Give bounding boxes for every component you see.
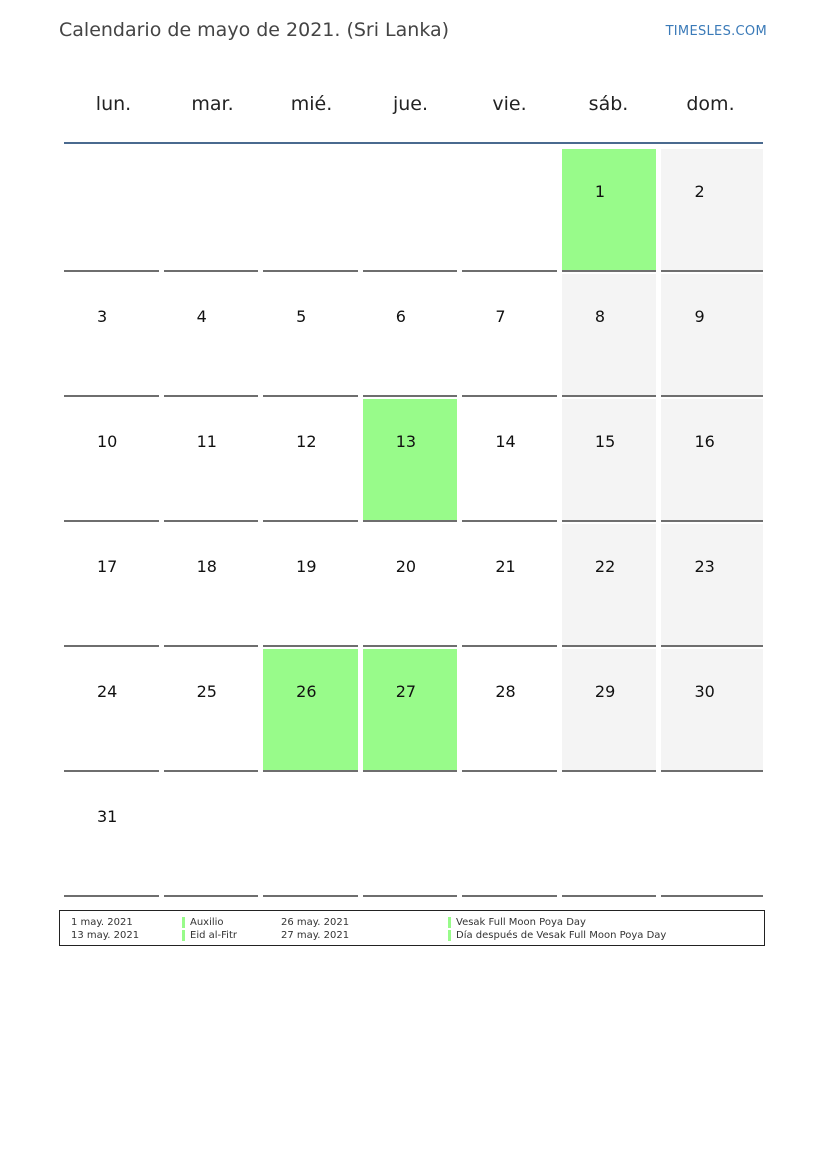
day-number: 22 bbox=[594, 557, 616, 576]
empty-day-cell bbox=[363, 149, 458, 272]
day-cell bbox=[562, 274, 657, 397]
day-number: 9 bbox=[694, 307, 705, 326]
calendar-week-row bbox=[64, 774, 763, 899]
day-cell bbox=[64, 524, 159, 647]
day-number: 19 bbox=[296, 557, 317, 576]
empty-day-cell bbox=[462, 774, 557, 897]
day-cell bbox=[562, 399, 657, 522]
empty-day-cell bbox=[263, 774, 358, 897]
weekday-label: jue. bbox=[392, 93, 429, 115]
day-number: 20 bbox=[395, 557, 417, 576]
day-cell bbox=[661, 274, 763, 397]
day-cell bbox=[64, 649, 159, 772]
day-cell bbox=[64, 274, 159, 397]
day-number: 11 bbox=[196, 432, 217, 451]
day-number: 5 bbox=[296, 307, 307, 326]
legend-date: 26 may. 2021 bbox=[281, 917, 350, 928]
day-number: 31 bbox=[97, 807, 118, 826]
day-number: 2 bbox=[694, 182, 705, 201]
empty-day-cell bbox=[562, 774, 657, 897]
day-cell bbox=[462, 399, 557, 522]
holiday-color-swatch bbox=[182, 930, 185, 941]
weekday-label: mar. bbox=[191, 93, 234, 115]
day-number: 3 bbox=[97, 307, 108, 326]
day-number: 18 bbox=[196, 557, 217, 576]
weekday-label: mié. bbox=[290, 93, 333, 115]
day-number: 28 bbox=[495, 682, 516, 701]
legend-date: 13 may. 2021 bbox=[71, 930, 140, 941]
calendar-week-row bbox=[64, 524, 763, 649]
day-number: 13 bbox=[395, 432, 417, 451]
brand-link[interactable]: TIMESLES.COM bbox=[665, 24, 767, 39]
day-number: 8 bbox=[594, 307, 606, 326]
holiday-day-cell bbox=[363, 399, 458, 522]
day-cell bbox=[661, 149, 763, 272]
day-cell bbox=[164, 399, 259, 522]
day-number: 14 bbox=[495, 432, 516, 451]
legend-date: 1 may. 2021 bbox=[71, 917, 133, 928]
day-number: 25 bbox=[196, 682, 217, 701]
legend-holiday-name: Día después de Vesak Full Moon Poya Day bbox=[456, 930, 667, 941]
day-number: 17 bbox=[97, 557, 118, 576]
day-number: 24 bbox=[97, 682, 118, 701]
legend-holiday-name: Eid al-Fitr bbox=[190, 930, 237, 941]
holiday-color-swatch bbox=[448, 917, 451, 928]
day-cell bbox=[562, 524, 657, 647]
empty-day-cell bbox=[363, 774, 458, 897]
day-cell bbox=[661, 524, 763, 647]
empty-day-cell bbox=[462, 149, 557, 272]
holiday-day-cell bbox=[263, 649, 358, 772]
weekday-header-row bbox=[64, 85, 763, 143]
day-cell bbox=[164, 274, 259, 397]
empty-day-cell bbox=[64, 149, 159, 272]
day-number: 12 bbox=[296, 432, 317, 451]
day-cell bbox=[462, 524, 557, 647]
day-cell bbox=[661, 649, 763, 772]
day-cell bbox=[263, 524, 358, 647]
day-number: 4 bbox=[196, 307, 207, 326]
day-number: 21 bbox=[495, 557, 516, 576]
day-number: 16 bbox=[694, 432, 715, 451]
page-title: Calendario de mayo de 2021. (Sri Lanka) bbox=[59, 19, 450, 41]
day-cell bbox=[562, 649, 657, 772]
day-cell bbox=[363, 524, 458, 647]
empty-day-cell bbox=[164, 774, 259, 897]
header-divider bbox=[64, 142, 763, 144]
day-cell bbox=[164, 649, 259, 772]
day-number: 7 bbox=[495, 307, 506, 326]
day-number: 6 bbox=[395, 307, 406, 326]
day-cell bbox=[64, 399, 159, 522]
holiday-day-cell bbox=[562, 149, 657, 272]
day-number: 26 bbox=[296, 682, 317, 701]
empty-day-cell bbox=[263, 149, 358, 272]
legend-holiday-name: Auxilio bbox=[190, 917, 224, 928]
day-cell bbox=[462, 274, 557, 397]
weekday-label: sáb. bbox=[588, 93, 629, 115]
day-cell bbox=[661, 399, 763, 522]
holiday-legend bbox=[59, 910, 765, 946]
holiday-day-cell bbox=[363, 649, 458, 772]
day-cell bbox=[462, 649, 557, 772]
calendar-week-row bbox=[64, 274, 763, 399]
day-number: 29 bbox=[594, 682, 616, 701]
calendar-grid bbox=[64, 149, 763, 899]
day-number: 27 bbox=[395, 682, 417, 701]
day-cell bbox=[263, 399, 358, 522]
day-number: 30 bbox=[694, 682, 715, 701]
day-number: 1 bbox=[594, 182, 606, 201]
weekday-label: dom. bbox=[686, 93, 735, 115]
legend-holiday-name: Vesak Full Moon Poya Day bbox=[456, 917, 586, 928]
day-cell bbox=[263, 274, 358, 397]
calendar-week-row bbox=[64, 399, 763, 524]
empty-day-cell bbox=[661, 774, 763, 897]
day-number: 23 bbox=[694, 557, 715, 576]
day-cell bbox=[64, 774, 159, 897]
day-cell bbox=[164, 524, 259, 647]
calendar-week-row bbox=[64, 149, 763, 274]
empty-day-cell bbox=[164, 149, 259, 272]
day-number: 15 bbox=[594, 432, 616, 451]
weekday-label: lun. bbox=[95, 93, 132, 115]
holiday-color-swatch bbox=[182, 917, 185, 928]
holiday-color-swatch bbox=[448, 930, 451, 941]
day-number: 10 bbox=[97, 432, 118, 451]
weekday-label: vie. bbox=[492, 93, 527, 115]
day-cell bbox=[363, 274, 458, 397]
calendar-week-row bbox=[64, 649, 763, 774]
legend-date: 27 may. 2021 bbox=[281, 930, 350, 941]
